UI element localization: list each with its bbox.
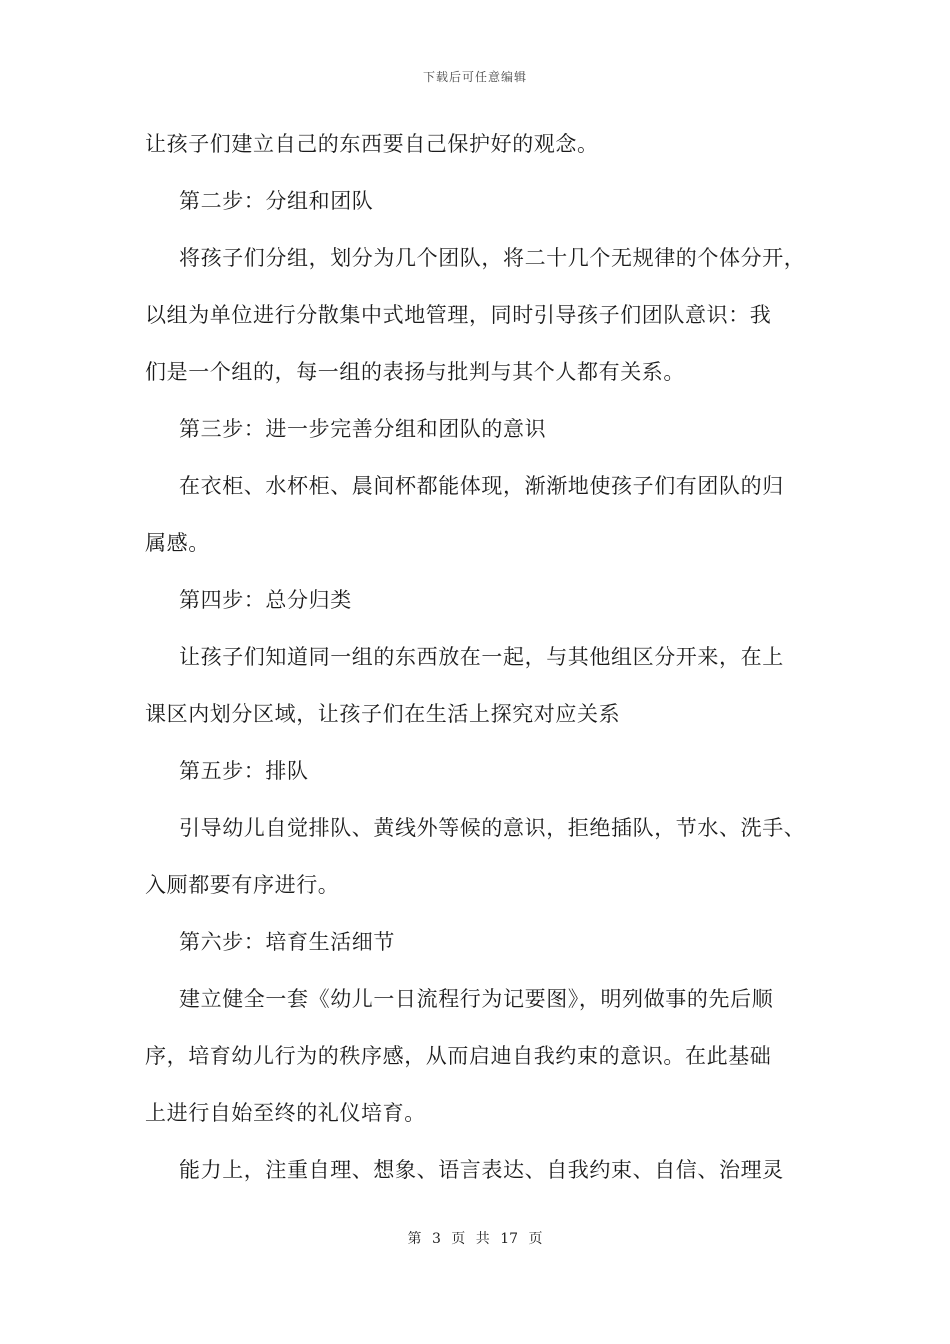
text-line: 们是一个组的，每一组的表扬与批判与其个人都有关系。 — [145, 360, 685, 384]
text-line: 建立健全一套《幼儿一日流程行为记要图》，明列做事的先后顺 — [179, 987, 774, 1011]
text-line: 第四步：总分归类 — [179, 588, 352, 612]
text-line: 在衣柜、水杯柜、晨间杯都能体现，渐渐地使孩子们有团队的归 — [179, 474, 784, 498]
text-line: 课区内划分区域，让孩子们在生活上探究对应关系 — [145, 702, 621, 726]
text-line: 上进行自始至终的礼仪培育。 — [145, 1101, 426, 1125]
text-line: 第五步：排队 — [179, 759, 309, 783]
text-line: 属感。 — [145, 531, 210, 555]
text-line: 序，培育幼儿行为的秩序感，从而启迪自我约束的意识。在此基础 — [145, 1044, 772, 1068]
document-body — [145, 130, 815, 1213]
page-header: 下载后可任意编辑 — [422, 70, 527, 84]
text-line: 入厕都要有序进行。 — [145, 873, 340, 897]
text-line: 让孩子们建立自己的东西要自己保护好的观念。 — [145, 132, 599, 156]
text-line: 第六步：培育生活细节 — [179, 930, 395, 954]
text-line: 以组为单位进行分散集中式地管理，同时引导孩子们团队意识：我 — [145, 303, 772, 327]
page-footer: 第 3 页 共 17 页 — [407, 1231, 543, 1247]
text-line: 引导幼儿自觉排队、黄线外等候的意识，拒绝插队，节水、洗手、 — [179, 816, 806, 840]
text-line: 第二步：分组和团队 — [179, 189, 374, 213]
text-line: 让孩子们知道同一组的东西放在一起，与其他组区分开来，在上 — [179, 645, 784, 669]
text-line: 将孩子们分组，划分为几个团队，将二十几个无规律的个体分开， — [179, 246, 806, 270]
text-line: 第三步：进一步完善分组和团队的意识 — [179, 417, 547, 441]
text-line: 能力上，注重自理、想象、语言表达、自我约束、自信、治理灵 — [179, 1158, 784, 1182]
